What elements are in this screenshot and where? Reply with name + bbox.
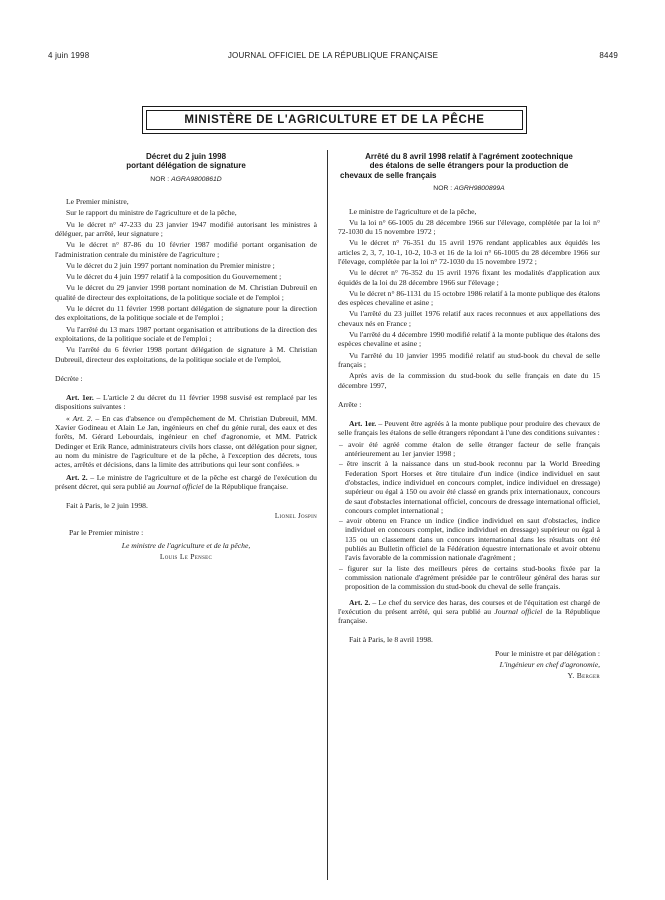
article-1-text: – Peuvent être agréés à la monte publique pour produire des chevaux de selle français les étalons de selle étrangers répondant à l'une des conditions suivantes : [338, 419, 600, 438]
condition-item: – avoir obtenu en France un indice (indice individuel en saut d'obstacles, indice individuel en concours complet, indice individuel en dressage) supérieur ou égal à 135 ou un classement dans un concours international dans les résultats ont été publiés au Bulletin officiel de la Fédération équestre internationale et avoir obtenu l'avis favorable de la commission nationale d'agrément ; [339, 516, 601, 563]
article-1-label: Art. 1er. [66, 393, 94, 403]
ministry-title-box [142, 106, 527, 134]
decree-column [55, 152, 317, 564]
intro-paragraph: Vu le décret n° 87-86 du 10 février 1987 modifié portant organisation de l'administration centrale du ministère de l'agriculture ; [55, 240, 317, 259]
header-page-number: 8449 [599, 51, 618, 60]
arrete-title-line3: chevaux de selle français [340, 170, 437, 180]
intro-paragraph: Le Premier ministre, [66, 197, 129, 207]
intro-paragraph: Sur le rapport du ministre de l'agriculture et de la pêche, [66, 208, 237, 218]
intro-paragraph: Le ministre de l'agriculture et de la pêche, [349, 206, 477, 216]
arrete-title-line1: Arrêté du 8 avril 1998 relatif à l'agrément zootechnique [365, 152, 573, 161]
arrete-heading: Arrête : [338, 399, 362, 409]
intro-paragraph: Vu le décret n° 47-233 du 23 janvier 1947 modifié autorisant les ministres à déléguer, par arrêté, leur signature ; [55, 219, 317, 238]
for-minister: Pour le ministre et par délégation : [494, 648, 600, 658]
intro-paragraph: Vu le décret du 4 juin 1997 relatif à la composition du Gouvernement ; [66, 272, 282, 282]
engineer-name: Y. Berger [567, 671, 600, 681]
done-at: Fait à Paris, le 2 juin 1998. [66, 501, 148, 511]
ministry-title-inner-frame [146, 110, 523, 130]
arrete-column [338, 152, 600, 683]
condition-text: avoir obtenu en France un indice (indice individuel en saut d'obstacles, indice individuel en concours complet, indice individuel en dressage) supérieur ou égal à 135 ou un classement dans un concours international dans les résultats ont été publiés au Bulletin officiel de la Fédération équestre internationale et avoir obtenu l'avis favorable de la commission nationale d'agrément ; [345, 516, 601, 563]
condition-text: avoir été agréé comme étalon de selle étranger facteur de selle français antérieurement au 1er janvier 1998 ; [345, 439, 600, 459]
arrete-nor [338, 184, 600, 193]
intro-paragraph: Vu le décret du 29 janvier 1998 portant nomination de M. Christian Dubreuil en qualité de directeur des exploitations, de la politique sociale et de l'emploi ; [55, 283, 317, 302]
article-2-tail: de la République française. [203, 481, 289, 491]
condition-item: – figurer sur la liste des meilleurs pères de certains stud-books fixée par la commission nationale d'agrément présidée par le contrôleur général des haras sur proposition de la commission du stud-book du cheval de selle français. [339, 563, 600, 592]
intro-paragraph: Vu le décret du 2 juin 1997 portant nomination du Premier ministre ; [66, 260, 275, 270]
column-divider [327, 150, 328, 880]
quoted-article-2-text: – En cas d'absence ou d'empêchement de M. Christian Dubreuil, MM. Xavier Godineau et Alain Le Jan, ingénieurs en chef du génie rural, des eaux et des forêts, M. Gérard Lebourdais, ingénieur en chef d'agronomie, et MM. Patrick Dedinger et Erik Rance, administrateurs civils hors classe, ont délégation pour signer, au nom du ministre de l'agriculture et de la pêche, à l'exception des décrets, tous actes, arrêtés et décisions, dans la limite des attributions qui leur sont confiées. » [55, 413, 317, 470]
quote-open: « [66, 413, 73, 423]
nor-code: AGRA9800861D [171, 175, 222, 183]
article-2-tail: de la République française. [338, 606, 600, 626]
intro-paragraph: Vu l'arrêté du 4 décembre 1990 modifié relatif à la monte publique des étalons des espèces chevaline et asine ; [338, 330, 600, 349]
signatory-pm: Lionel Jospin [274, 512, 317, 521]
nor-label: NOR : [433, 185, 453, 193]
intro-paragraph: Vu le décret n° 86-1131 du 15 octobre 1986 relatif à la monte publique des étalons des espèces chevaline et asine ; [338, 288, 600, 308]
article-1-text: – L'article 2 du décret du 11 février 1998 susvisé est remplacé par les dispositions suivantes : [55, 393, 317, 412]
condition-item: – être inscrit à la naissance dans un stud-book reconnu par la World Breeding Federation Sport Horses et être titulaire d'un indice (indice individuel en saut d'obstacles, indice individuel en concours complet, indice individuel en dressage) supérieur ou égal à 150 ou avoir été classé en grands prix internationaux, concours de saut d'obstacles international officiel, concours de dressage international officiel, concours complet international ; [339, 459, 600, 515]
header-date: 4 juin 1998 [48, 51, 90, 60]
intro-paragraph: Vu l'arrêté du 13 mars 1987 portant organisation et attributions de la direction des exploitations, de la politique sociale et de l'emploi ; [55, 324, 317, 343]
intro-paragraph: Vu le décret n° 76-352 du 15 avril 1976 fixant les modalités d'application aux équidés de la loi du 28 décembre 1966 sur l'élevage ; [338, 268, 600, 287]
decree-title-line2: portant délégation de signature [126, 161, 246, 171]
intro-paragraph: Vu le décret du 11 février 1998 portant délégation de signature pour la direction des exploitations, de la politique sociale et de l'emploi ; [55, 304, 317, 323]
nor-label: NOR : [150, 175, 170, 183]
condition-item: – avoir été agréé comme étalon de selle étranger facteur de selle français antérieurement au 1er janvier 1998 ; [339, 439, 600, 459]
intro-paragraph: Vu le décret n° 76-351 du 15 avril 1976 rendant applicables aux équidés les articles 2, 3, 7, 10-1, 10-2, 10-3 et 16 de la loi n° 66-1005 du 28 décembre 1966 sur l'élevage, complétée par la loi n° 72-1030 du 15 novembre 1972 ; [338, 238, 600, 266]
intro-paragraph: Vu la loi n° 66-1005 du 28 décembre 1966 sur l'élevage, complétée par la loi n° 72-1030 du 15 novembre 1972 ; [338, 217, 600, 237]
condition-text: figurer sur la liste des meilleurs pères de certains stud-books fixée par la commission nationale d'agrément présidée par le contrôleur général des haras sur proposition de la commission du stud-book du cheval de selle français. [345, 563, 600, 592]
quoted-article-2 [55, 414, 317, 470]
article-2 [55, 473, 317, 492]
quoted-article-2-label: Art. 2. [72, 413, 93, 423]
intro-paragraph: Après avis de la commission du stud-book du selle français en date du 15 décembre 1997, [338, 371, 600, 390]
article-2-text: – Le chef du service des haras, des courses et de l'équitation est chargé de l'exécution du présent arrêté, qui sera publié au [338, 597, 600, 616]
minister-role: Le ministre de l'agriculture et de la pêche, [121, 541, 251, 551]
condition-text: être inscrit à la naissance dans un stud-book reconnu par la World Breeding Federation Sport Horses et être titulaire d'un indice (indice individuel en saut d'obstacles, indice individuel en concours complet, indice individuel en dressage) supérieur ou égal à 150 ou avoir été classé en grands prix internationaux, concours de saut d'obstacles international officiel, concours de dressage international officiel, concours complet international ; [345, 459, 600, 515]
article-1 [338, 419, 600, 438]
decree-title-line1: Décret du 2 juin 1998 [145, 152, 227, 161]
decree-nor [55, 175, 317, 184]
engineer-role: L'ingénieur en chef d'agronomie, [499, 659, 600, 669]
intro-paragraph: Vu l'arrêté du 10 janvier 1995 modifié relatif au stud-book du cheval de selle français ; [338, 350, 600, 369]
nor-code: AGRH9800899A [454, 185, 505, 193]
article-1-label: Art. 1er. [349, 419, 377, 429]
article-2-label: Art. 2. [349, 597, 371, 607]
article-2-text: – Le ministre de l'agriculture et de la pêche est chargé de l'exécution du présent décret, qui sera publié au [55, 472, 317, 491]
arrete-title-line2: des étalons de selle étrangers pour la production de [369, 161, 569, 171]
by-prime-minister: Par le Premier ministre : [69, 527, 144, 537]
article-2-label: Art. 2. [66, 472, 88, 482]
ministry-title: MINISTÈRE DE L'AGRICULTURE ET DE LA PÊCHE [184, 114, 485, 126]
minister-name: Louis Le Pensec [159, 552, 213, 562]
intro-paragraph: Vu l'arrêté du 23 juillet 1976 relatif aux races reconnues et aux appellations des chevaux nés en France ; [338, 309, 600, 328]
article-2-journal: Journal officiel [494, 606, 543, 616]
intro-paragraph: Vu l'arrêté du 6 février 1998 portant délégation de signature à M. Christian Dubreuil, directeur des exploitations, de la politique sociale et de l'emploi, [55, 345, 317, 364]
done-at: Fait à Paris, le 8 avril 1998. [349, 635, 433, 645]
decrete-heading: Décrète : [55, 373, 83, 383]
article-1 [55, 393, 317, 412]
article-2-journal: Journal officiel [156, 481, 204, 491]
header-journal-title: JOURNAL OFFICIEL DE LA RÉPUBLIQUE FRANÇAISE [227, 51, 439, 60]
article-2 [338, 598, 600, 626]
